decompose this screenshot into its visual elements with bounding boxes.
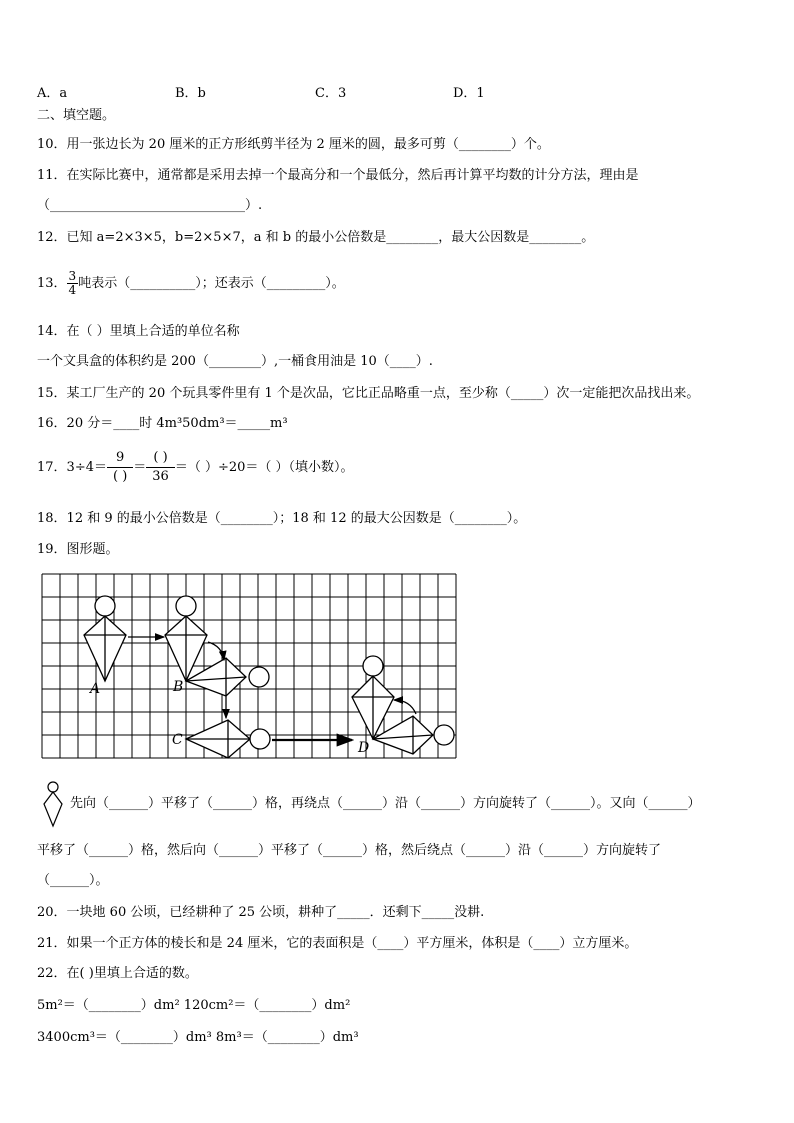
fraction-numerator: 9 xyxy=(107,449,133,468)
question-15: 15．某工厂生产的 20 个玩具零件里有 1 个是次品，它比正品略重一点，至少称（_____）次一定能把次品找出来。 xyxy=(37,386,700,401)
question-20: 20．一块地 60 公顷，已经耕种了 25 公顷，耕种了_____．还剩下_____没耕. xyxy=(37,905,485,920)
fraction-3-4 xyxy=(67,270,79,297)
question-19-line1: 先向（______）平移了（______）格，再绕点（______）沿（______）方向旋转了（______）。又向（______） xyxy=(70,796,701,811)
question-18: 18．12 和 9 的最小公倍数是（________）；18 和 12 的最大公因数是（________）。 xyxy=(37,511,527,526)
question-13 xyxy=(37,270,345,298)
question-14-line1: 14．在（ ）里填上合适的单位名称 xyxy=(37,324,240,339)
label-a: A xyxy=(90,681,101,697)
question-11-line2: （______________________________）. xyxy=(37,198,263,213)
question-22-line2: 3400cm³＝（________）dm³ 8m³＝（________）dm³ xyxy=(37,1030,359,1045)
q17-equals: ＝ xyxy=(133,460,147,475)
fraction-denominator: 36 xyxy=(152,469,169,484)
label-c: C xyxy=(172,732,183,748)
question-16: 16．20 分＝____时 4m³50dm³＝_____m³ xyxy=(37,416,288,431)
question-22-title: 22．在( )里填上合适的数。 xyxy=(37,966,198,981)
option-a: A．a xyxy=(37,86,68,101)
kite-figure-icon xyxy=(41,780,65,830)
option-c: C．3 xyxy=(315,86,347,101)
question-17 xyxy=(37,446,354,490)
question-19-line3: （______）。 xyxy=(37,873,109,888)
grid-figure xyxy=(40,572,458,760)
fraction-denominator: ( ) xyxy=(112,469,128,484)
label-b: B xyxy=(173,679,184,695)
q17-prefix: 17．3÷4＝ xyxy=(37,460,107,475)
q17-fraction-1 xyxy=(107,449,133,486)
fraction-denominator: 4 xyxy=(68,283,77,297)
q13-prefix: 13． xyxy=(37,276,67,291)
question-19-line2: 平移了（______）格，然后向（______）平移了（______）格，然后绕点（______）沿（______）方向旋转了 xyxy=(37,843,662,858)
section-title: 二、填空题。 xyxy=(37,108,116,123)
option-b: B．b xyxy=(175,86,206,101)
option-d: D．1 xyxy=(453,86,485,101)
question-19-title: 19．图形题。 xyxy=(37,542,119,557)
fraction-numerator: ( ) xyxy=(146,449,175,468)
q13-suffix: 吨表示（__________）；还表示（_________）。 xyxy=(78,276,345,291)
question-14-line2: 一个文具盒的体积约是 200（________）,一桶食用油是 10（____）. xyxy=(37,354,433,369)
q17-suffix: ＝（ ）÷20＝（ ）（填小数）。 xyxy=(174,460,354,475)
fraction-numerator: 3 xyxy=(68,269,77,283)
question-21: 21．如果一个正方体的棱长和是 24 厘米，它的表面积是（____）平方厘米，体积是（____）立方厘米。 xyxy=(37,936,638,951)
label-d: D xyxy=(358,740,370,756)
question-12: 12．已知 a=2×3×5，b=2×5×7，a 和 b 的最小公倍数是________，最大公因数是________。 xyxy=(37,230,595,245)
q17-fraction-2 xyxy=(146,449,175,486)
question-10: 10．用一张边长为 20 厘米的正方形纸剪半径为 2 厘米的圆，最多可剪（________）个。 xyxy=(37,137,550,152)
question-11-line1: 11．在实际比赛中，通常都是采用去掉一个最高分和一个最低分，然后再计算平均数的计分方法，理由是 xyxy=(37,168,639,183)
question-22-line1: 5m²＝（________）dm² 120cm²＝（________）dm² xyxy=(37,998,351,1013)
